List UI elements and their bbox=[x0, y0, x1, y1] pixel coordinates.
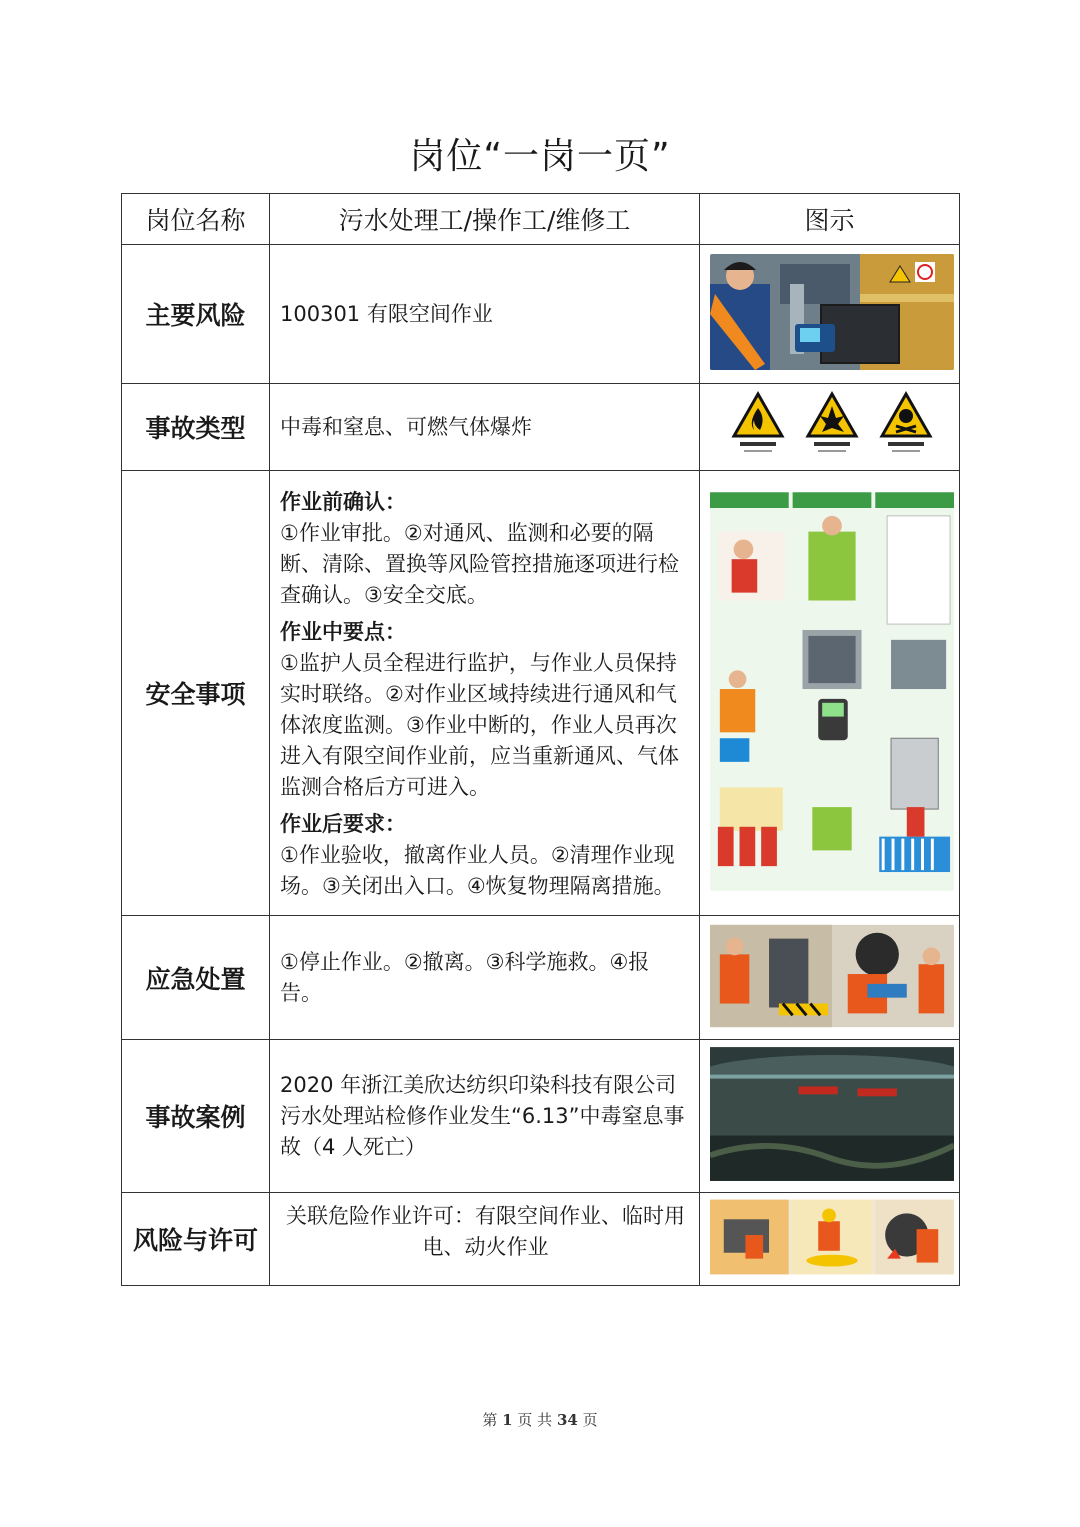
permit-figure-cell bbox=[700, 1193, 960, 1286]
pre-work-text: ①作业审批。②对通风、监测和必要的隔断、清除、置换等风险管控措施逐项进行检查确认。③安全交底。 bbox=[280, 520, 679, 607]
emergency-value: ①停止作业。②撤离。③科学施救。④报告。 bbox=[270, 916, 700, 1040]
case-row bbox=[122, 1040, 960, 1193]
post-work-text: ①作业验收，撤离作业人员。②清理作业现场。③关闭出入口。④恢复物理隔离措施。 bbox=[280, 842, 675, 898]
hazard-warning-signs bbox=[710, 390, 954, 460]
confined-space-photo bbox=[710, 254, 954, 370]
case-label: 事故案例 bbox=[122, 1040, 270, 1193]
header-row bbox=[122, 194, 960, 245]
job-name-label: 岗位名称 bbox=[122, 194, 270, 245]
risk-figure-cell bbox=[700, 245, 960, 384]
case-value: 2020 年浙江美欣达纺织印染科技有限公司污水处理站检修作业发生“6.13”中毒窒息事故（4 人死亡） bbox=[270, 1040, 700, 1193]
post-work-heading: 作业后要求： bbox=[280, 811, 406, 836]
during-work-heading: 作业中要点： bbox=[280, 619, 406, 644]
risk-value: 100301 有限空间作业 bbox=[270, 245, 700, 384]
case-figure-cell bbox=[700, 1040, 960, 1193]
emergency-row bbox=[122, 916, 960, 1040]
safety-label: 安全事项 bbox=[122, 471, 270, 916]
page-title: 岗位“一岗一页” bbox=[409, 136, 671, 177]
accident-type-row bbox=[122, 384, 960, 471]
job-name-value: 污水处理工/操作工/维修工 bbox=[270, 194, 700, 245]
job-safety-table bbox=[121, 193, 960, 1286]
permit-row bbox=[122, 1193, 960, 1286]
safety-row bbox=[122, 471, 960, 916]
risk-label: 主要风险 bbox=[122, 245, 270, 384]
figure-column-label: 图示 bbox=[700, 194, 960, 245]
during-work-text: ①监护人员全程进行监护，与作业人员保持实时联络。②对作业区域持续进行通风和气体浓度监测。③作业中断的，作业人员再次进入有限空间作业前，应当重新通风、气体监测合格后方可进入。 bbox=[280, 650, 679, 799]
permit-value: 关联危险作业许可：有限空间作业、临时用电、动火作业 bbox=[270, 1193, 700, 1286]
accident-type-value: 中毒和窒息、可燃气体爆炸 bbox=[270, 384, 700, 471]
total-pages-number: 34 bbox=[556, 1411, 578, 1429]
current-page-number: 1 bbox=[502, 1411, 513, 1429]
accident-type-label: 事故类型 bbox=[122, 384, 270, 471]
emergency-rescue-illustration bbox=[710, 924, 954, 1028]
safety-figure-cell bbox=[700, 471, 960, 916]
pre-work-heading: 作业前确认： bbox=[280, 489, 406, 514]
emergency-label: 应急处置 bbox=[122, 916, 270, 1040]
warning-signs-cell bbox=[700, 384, 960, 471]
safety-procedure-infographic bbox=[710, 489, 954, 894]
permit-label: 风险与许可 bbox=[122, 1193, 270, 1286]
risk-row bbox=[122, 245, 960, 384]
page-footer: 第 1 页 共 34 页 bbox=[482, 1411, 598, 1429]
work-permit-illustrations bbox=[710, 1199, 954, 1275]
safety-content bbox=[270, 471, 700, 916]
emergency-figure-cell bbox=[700, 916, 960, 1040]
accident-site-photo bbox=[710, 1046, 954, 1182]
